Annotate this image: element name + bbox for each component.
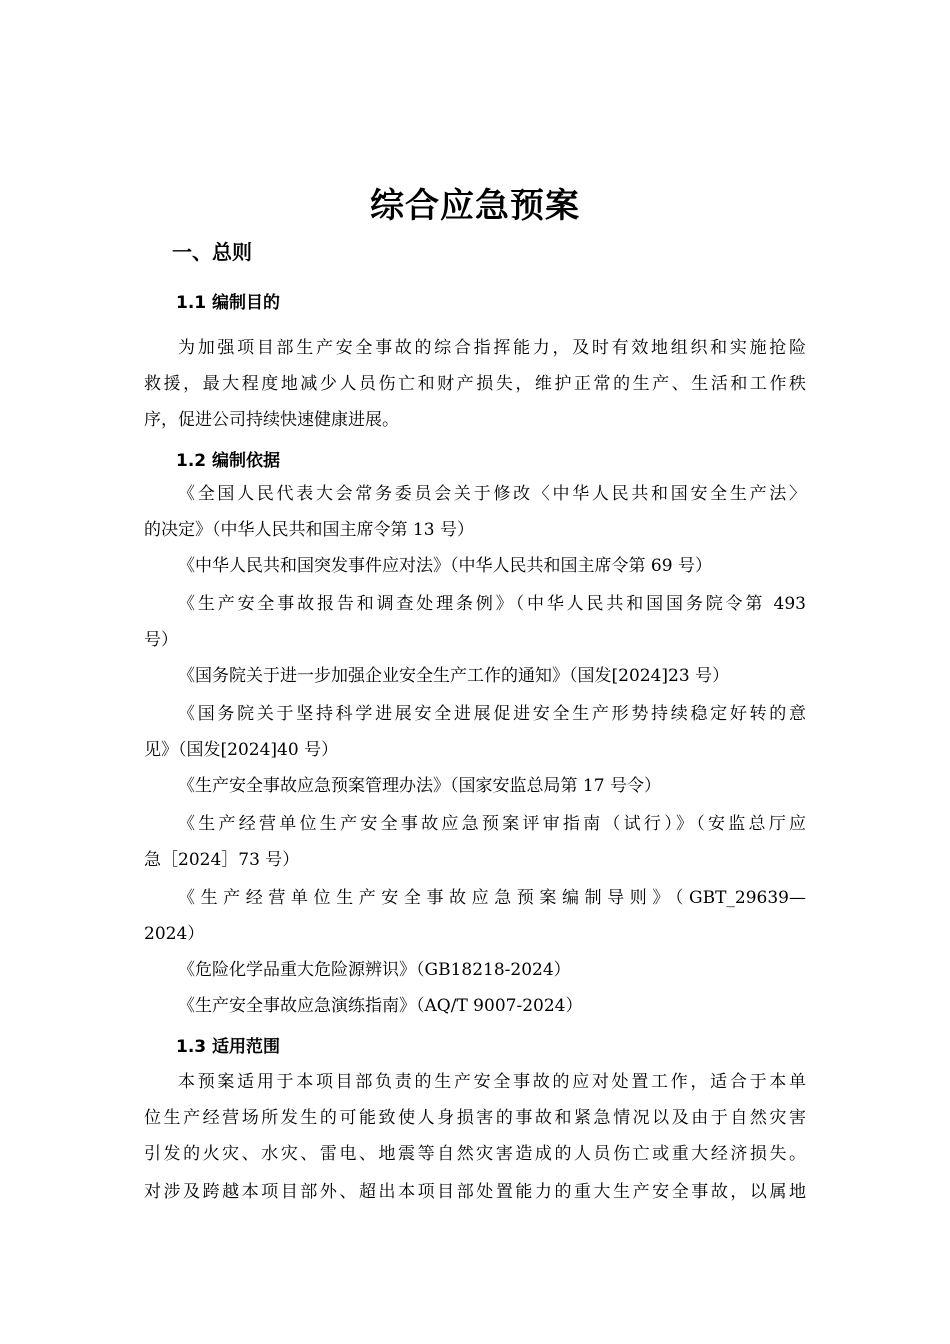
- subsection-heading-purpose: 1.1 编制目的: [176, 293, 281, 313]
- reference-line: 的决定》（中华人民共和国主席令第 13 号）: [144, 520, 474, 540]
- paragraph-line: 救援，最大程度地减少人员伤亡和财产损失，维护正常的生产、生活和工作秩: [144, 374, 806, 394]
- reference-line: 《生产经营单位生产安全事故应急预案评审指南（试行）》（安监总厅应: [178, 814, 806, 834]
- reference-line: 见》（国发[2024]40 号）: [144, 740, 339, 760]
- paragraph-line: 为加强项目部生产安全事故的综合指挥能力，及时有效地组织和实施抢险: [178, 338, 806, 358]
- reference-line: 《生产经营单位生产安全事故应急预案编制导则》（GBT_29639—: [178, 888, 806, 908]
- paragraph-line: 引发的火灾、水灾、雷电、地震等自然灾害造成的人员伤亡或重大经济损失。: [144, 1144, 806, 1164]
- reference-line: 《生产安全事故应急演练指南》（AQ/T 9007-2024）: [178, 996, 583, 1016]
- reference-line: 《生产安全事故报告和调查处理条例》（中华人民共和国国务院令第 493: [178, 594, 806, 614]
- reference-line: 《危险化学品重大危险源辨识》（GB18218-2024）: [178, 960, 571, 980]
- reference-line: 《国务院关于进一步加强企业安全生产工作的通知》（国发[2024]23 号）: [178, 666, 730, 686]
- section-heading-general: 一、总则: [172, 240, 252, 264]
- subsection-heading-scope: 1.3 适用范围: [176, 1037, 281, 1057]
- reference-line: 号）: [144, 630, 178, 650]
- reference-line: 2024）: [144, 924, 205, 944]
- reference-line: 《国务院关于坚持科学进展安全进展促进安全生产形势持续稳定好转的意: [178, 704, 806, 724]
- paragraph-line: 序，促进公司持续快速健康进展。: [144, 410, 399, 430]
- reference-line: 急［2024］73 号）: [144, 850, 300, 870]
- paragraph-line: 对涉及跨越本项目部外、超出本项目部处置能力的重大生产安全事故，以属地: [144, 1182, 806, 1202]
- reference-line: 《中华人民共和国突发事件应对法》（中华人民共和国主席令第 69 号）: [178, 556, 712, 576]
- paragraph-line: 位生产经营场所发生的可能致使人身损害的事故和紧急情况以及由于自然灾害: [144, 1108, 806, 1128]
- reference-line: 《生产安全事故应急预案管理办法》（国家安监总局第 17 号令）: [178, 776, 661, 796]
- paragraph-line: 本预案适用于本项目部负责的生产安全事故的应对处置工作，适合于本单: [178, 1072, 806, 1092]
- document-title: 综合应急预案: [370, 186, 580, 226]
- reference-line: 《全国人民代表大会常务委员会关于修改〈中华人民共和国安全生产法〉: [178, 484, 806, 504]
- subsection-heading-basis: 1.2 编制依据: [176, 451, 281, 471]
